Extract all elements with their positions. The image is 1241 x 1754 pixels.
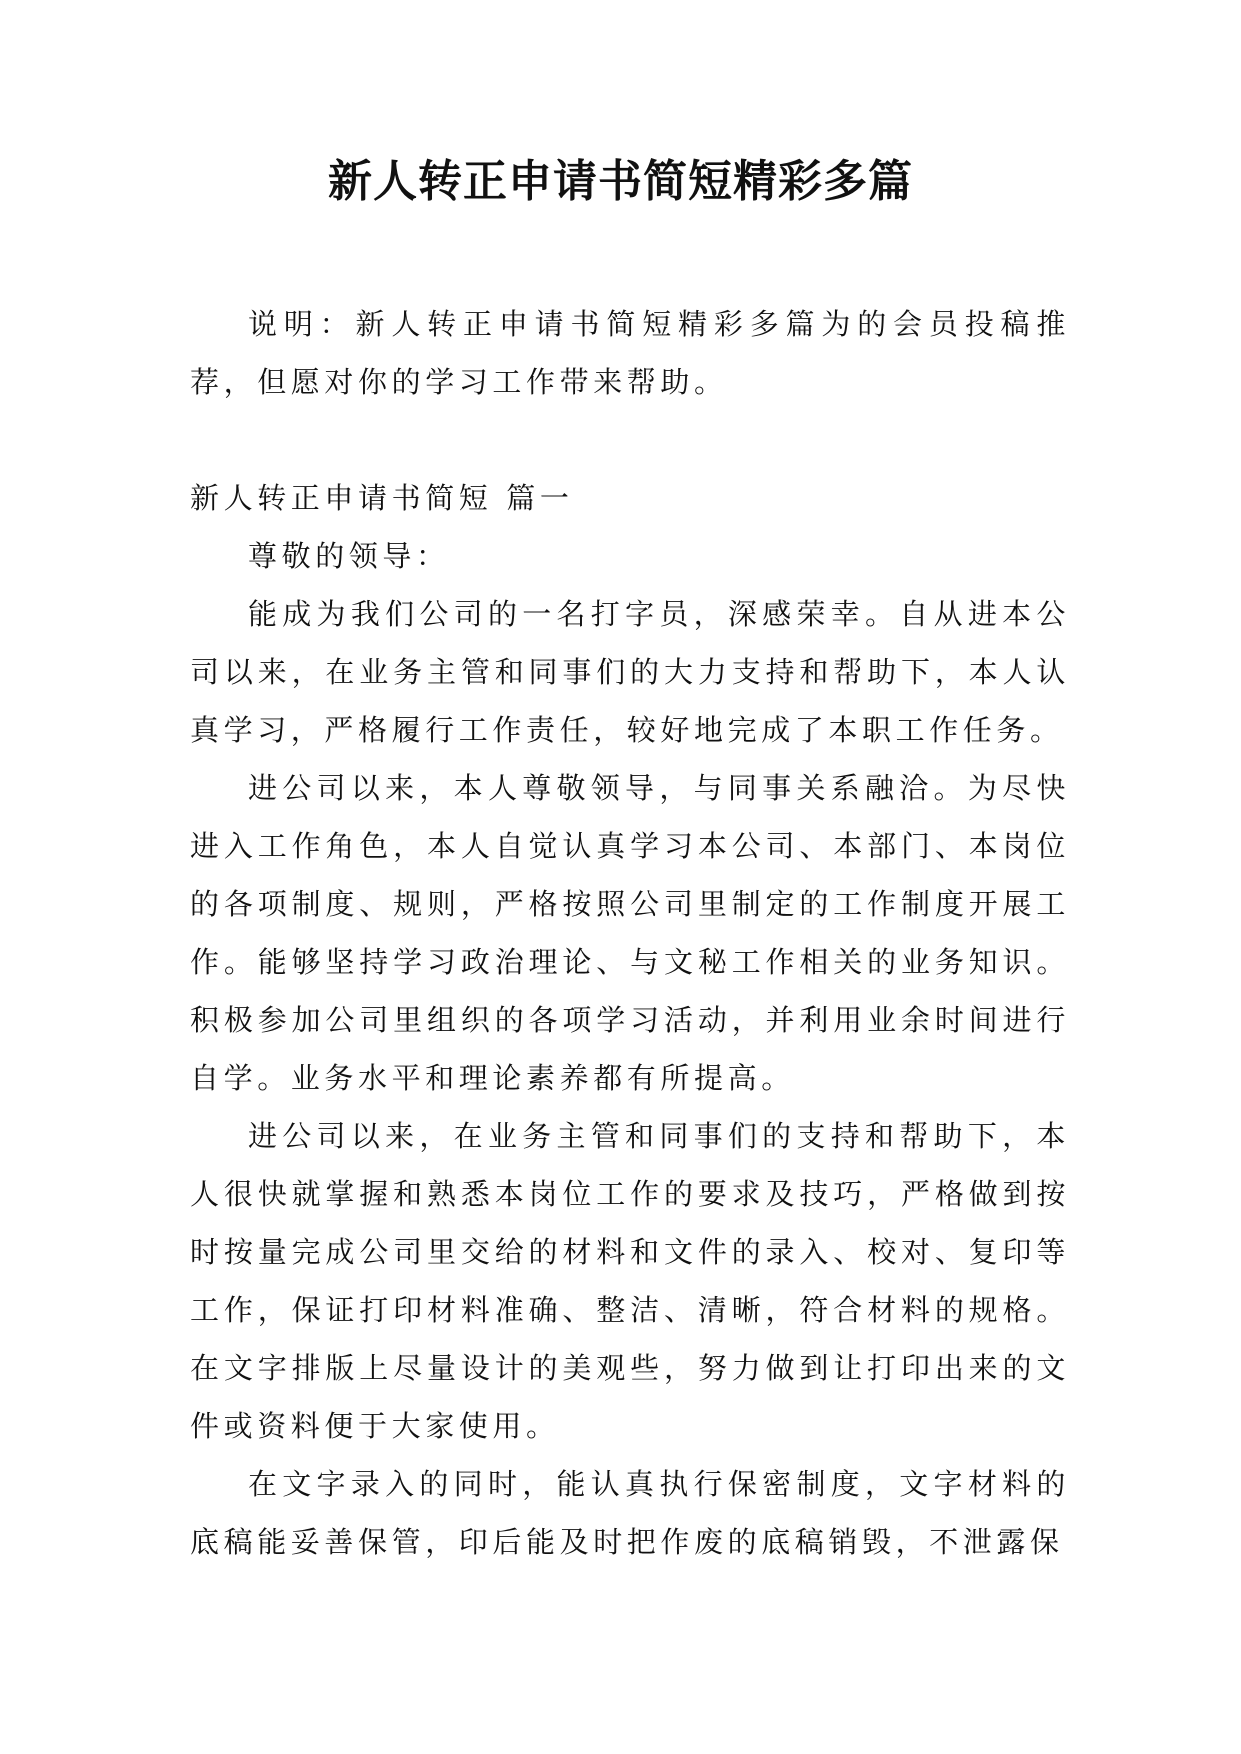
body-paragraph-2: 进公司以来，本人尊敬领导，与同事关系融洽。为尽快进入工作角色，本人自觉认真学习本公司、本部门、本岗位的各项制度、规则，严格按照公司里制定的工作制度开展工作。能够坚持学习政治理论、与文秘工作相关的业务知识。积极参加公司里组织的各项学习活动，并利用业余时间进行自学。业务水平和理论素养都有所提高。 [190, 771, 1070, 1095]
section-heading: 新人转正申请书简短 篇一 [190, 481, 574, 515]
body-paragraph-1: 能成为我们公司的一名打字员，深感荣幸。自从进本公司以来，在业务主管和同事们的大力支持和帮助下，本人认真学习，严格履行工作责任，较好地完成了本职工作任务。 [190, 597, 1070, 747]
salutation: 尊敬的领导： [248, 539, 450, 573]
body-paragraph-4: 在文字录入的同时，能认真执行保密制度，文字材料的底稿能妥善保管，印后能及时把作废的底稿销毁，不泄露保 [190, 1467, 1070, 1559]
document-body [190, 295, 1070, 1571]
document-title: 新人转正申请书简短精彩多篇 [328, 156, 913, 207]
intro-paragraph: 说明：新人转正申请书简短精彩多篇为的会员投稿推荐，但愿对你的学习工作带来帮助。 [190, 307, 1070, 399]
body-paragraph-3: 进公司以来，在业务主管和同事们的支持和帮助下，本人很快就掌握和熟悉本岗位工作的要求及技巧，严格做到按时按量完成公司里交给的材料和文件的录入、校对、复印等工作，保证打印材料准确、整洁、清晰，符合材料的规格。在文字排版上尽量设计的美观些，努力做到让打印出来的文件或资料便于大家使用。 [190, 1119, 1070, 1443]
